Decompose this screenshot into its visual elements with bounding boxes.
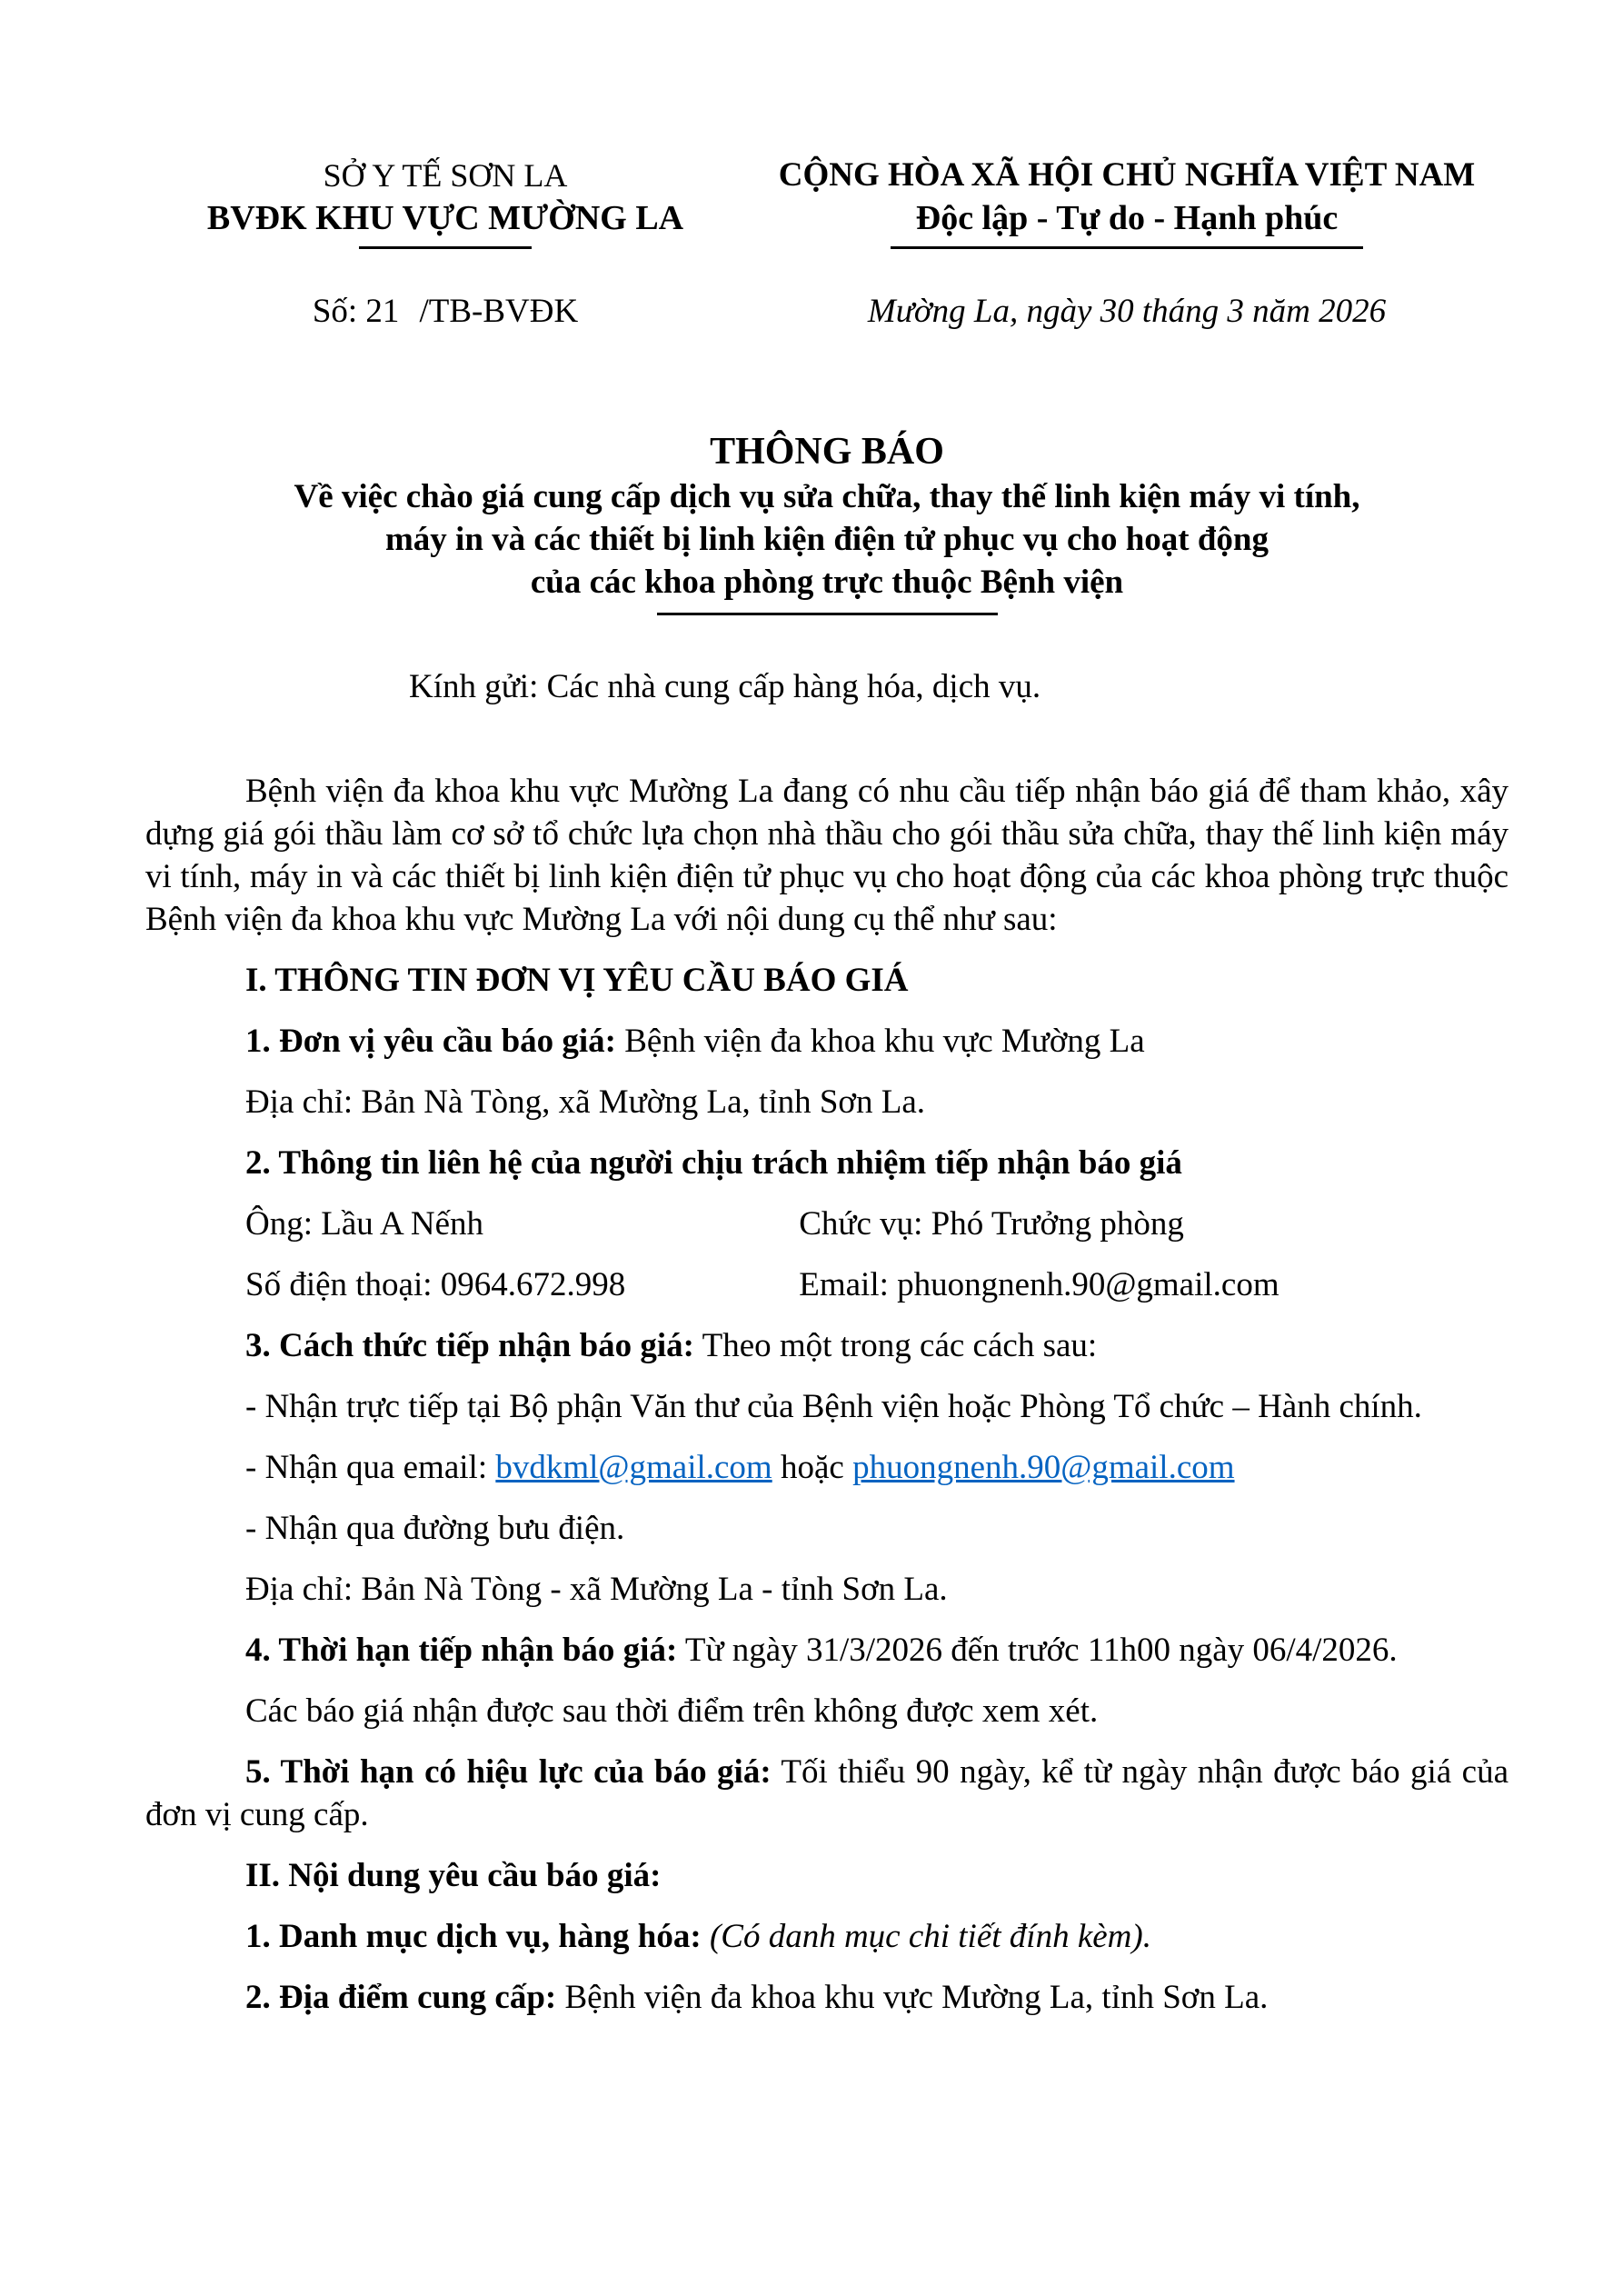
- section-1-heading: I. THÔNG TIN ĐƠN VỊ YÊU CẦU BÁO GIÁ: [245, 962, 909, 999]
- email-link-bvdkml[interactable]: bvdkml@gmail.com: [495, 1449, 772, 1486]
- item-1-label: 1. Đơn vị yêu cầu báo giá:: [245, 1023, 616, 1060]
- contact-row-2: [145, 1263, 1508, 1306]
- title-underline-rule: [657, 613, 998, 615]
- title-block: [145, 428, 1508, 615]
- intro-paragraph: Bệnh viện đa khoa khu vực Mường La đang có nhu cầu tiếp nhận báo giá để tham khảo, xây dựng giá gói thầu làm cơ sở tổ chức lựa chọn nhà thầu cho gói thầu sửa chữa, thay thế linh kiện máy vi tính, máy in và các thiết bị linh kiện điện tử phục vụ cho hoạt động của các khoa phòng trực thuộc Bệnh viện đa khoa khu vực Mường La với nội dung cụ thể như sau:: [145, 773, 1508, 938]
- doc-number: Số: 21: [312, 293, 400, 330]
- subject-line-2: máy in và các thiết bị linh kiện điện tử phục vụ cho hoạt động: [384, 521, 1270, 558]
- method-email-conjunction: hoặc: [780, 1449, 844, 1486]
- doc-number-line: [145, 290, 745, 333]
- issuing-org-block: [145, 155, 745, 249]
- section-2-item-1: [145, 1915, 1508, 1958]
- item-3-label: 3. Cách thức tiếp nhận báo giá:: [245, 1327, 695, 1364]
- section-1-item-3: [145, 1324, 1508, 1367]
- item-4-note: Các báo giá nhận được sau thời điểm trên không được xem xét.: [245, 1692, 1099, 1730]
- motto-underline-rule: [891, 246, 1363, 249]
- item-3-text: Theo một trong các cách sau:: [702, 1327, 1098, 1364]
- doc-number-suffix: /TB-BVĐK: [419, 293, 579, 330]
- national-title: CỘNG HÒA XÃ HỘI CHỦ NGHĨA VIỆT NAM: [778, 156, 1476, 194]
- section-2-item-2: [145, 1976, 1508, 2019]
- method-email-line: [145, 1446, 1508, 1489]
- document-meta-row: [145, 290, 1508, 333]
- org-address-line: Địa chỉ: Bản Nà Tòng, xã Mường La, tỉnh Sơn La.: [245, 1083, 926, 1121]
- salutation: Kính gửi: Các nhà cung cấp hàng hóa, dịch vụ.: [409, 668, 1041, 705]
- national-motto: Độc lập - Tự do - Hạnh phúc: [915, 199, 1339, 237]
- contact-email: Email: phuongnenh.90@gmail.com: [799, 1266, 1279, 1303]
- contact-phone: Số điện thoại: 0964.672.998: [245, 1266, 626, 1303]
- method-direct-line: - Nhận trực tiếp tại Bộ phận Văn thư của Bệnh viện hoặc Phòng Tổ chức – Hành chính.: [245, 1388, 1422, 1425]
- method-email-prefix: - Nhận qua email:: [245, 1449, 488, 1486]
- section-2-item-1-text: (Có danh mục chi tiết đính kèm).: [709, 1918, 1151, 1955]
- section-2-item-2-label: 2. Địa điểm cung cấp:: [245, 1979, 557, 2016]
- parent-department: SỞ Y TẾ SƠN LA: [323, 157, 568, 194]
- document-title: THÔNG BÁO: [710, 431, 944, 473]
- item-5-text: Tối thiểu 90 ngày, kể từ ngày nhận được báo giá của đơn vị cung cấp.: [145, 1753, 1508, 1833]
- section-2-item-2-text: Bệnh viện đa khoa khu vực Mường La, tỉnh Sơn La.: [564, 1979, 1269, 2016]
- section-1-item-5: [145, 1751, 1508, 1836]
- section-2-item-1-label: 1. Danh mục dịch vụ, hàng hóa:: [245, 1918, 702, 1955]
- contact-row-1: [145, 1203, 1508, 1245]
- item-5-label: 5. Thời hạn có hiệu lực của báo giá:: [245, 1753, 772, 1791]
- section-1-item-1: [145, 1020, 1508, 1063]
- item-1-text: Bệnh viện đa khoa khu vực Mường La: [624, 1023, 1145, 1060]
- section-1-item-4: [145, 1629, 1508, 1672]
- national-header-block: [745, 155, 1508, 249]
- item-4-label: 4. Thời hạn tiếp nhận báo giá:: [245, 1632, 678, 1669]
- subject-line-1: Về việc chào giá cung cấp dịch vụ sửa chữa, thay thế linh kiện máy vi tính,: [294, 478, 1360, 515]
- document-header: [145, 155, 1508, 249]
- org-underline-rule: [359, 246, 532, 249]
- subject-line-3: của các khoa phòng trực thuộc Bệnh viện: [530, 564, 1124, 601]
- post-address-line: Địa chỉ: Bản Nà Tòng - xã Mường La - tỉnh Sơn La.: [245, 1571, 948, 1608]
- method-post-line: - Nhận qua đường bưu điện.: [245, 1510, 625, 1547]
- org-name: BVĐK KHU VỰC MƯỜNG LA: [206, 199, 684, 237]
- item-4-text: Từ ngày 31/3/2026 đến trước 11h00 ngày 06/4/2026.: [684, 1632, 1398, 1669]
- section-1-item-2: 2. Thông tin liên hệ của người chịu trách nhiệm tiếp nhận báo giá: [245, 1144, 1182, 1182]
- contact-name: Ông: Lầu A Nếnh: [245, 1205, 484, 1243]
- section-2-heading: II. Nội dung yêu cầu báo giá:: [245, 1857, 662, 1894]
- place-date-line: Mường La, ngày 30 tháng 3 năm 2026: [867, 293, 1387, 330]
- contact-position: Chức vụ: Phó Trưởng phòng: [799, 1205, 1184, 1243]
- email-link-phuongnenh[interactable]: phuongnenh.90@gmail.com: [852, 1449, 1235, 1486]
